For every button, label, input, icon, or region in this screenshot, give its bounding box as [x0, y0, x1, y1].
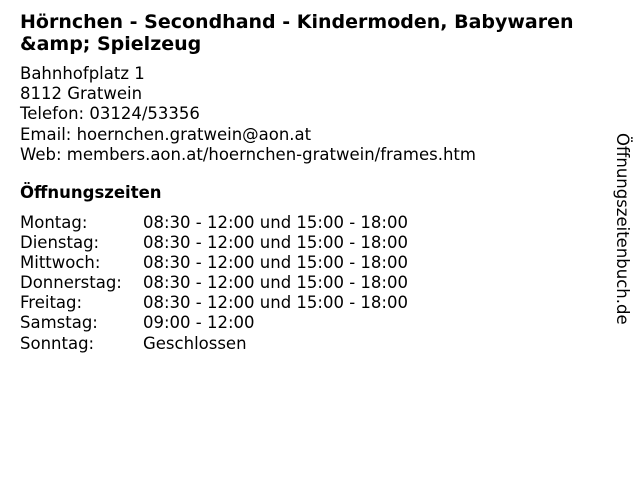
day-hours: 08:30 - 12:00 und 15:00 - 18:00 — [143, 253, 408, 273]
hours-row-saturday — [20, 313, 408, 333]
hours-row-wednesday — [20, 253, 408, 273]
phone-number: Telefon: 03124/53356 — [20, 104, 200, 124]
email-address: Email: hoernchen.gratwein@aon.at — [20, 124, 312, 144]
day-hours: 08:30 - 12:00 und 15:00 - 18:00 — [143, 213, 408, 232]
contact-info — [20, 64, 476, 165]
day-hours: 09:00 - 12:00 — [143, 313, 255, 333]
opening-hours-heading: Öffnungszeiten — [20, 183, 162, 202]
day-hours: 08:30 - 12:00 und 15:00 - 18:00 — [143, 293, 408, 313]
day-label: Samstag: — [20, 313, 98, 333]
day-label: Montag: — [20, 213, 88, 232]
day-label: Donnerstag: — [20, 273, 122, 293]
day-hours: 08:30 - 12:00 und 15:00 - 18:00 — [143, 233, 408, 253]
day-hours: 08:30 - 12:00 und 15:00 - 18:00 — [143, 273, 408, 293]
hours-row-thursday — [20, 273, 408, 293]
hours-row-monday — [20, 213, 408, 233]
opening-hours-table — [20, 213, 408, 354]
day-label: Dienstag: — [20, 233, 100, 253]
day-label: Mittwoch: — [20, 253, 101, 273]
day-label: Sonntag: — [20, 333, 95, 353]
website-url: Web: members.aon.at/hoernchen-gratwein/frames.htm — [20, 144, 476, 164]
street-address: Bahnhofplatz 1 — [20, 64, 145, 83]
site-watermark-label: Öffnungszeitenbuch.de — [613, 133, 632, 325]
hours-row-sunday — [20, 334, 408, 354]
day-hours: Geschlossen — [143, 333, 247, 353]
business-name: Hörnchen - Secondhand - Kindermoden, Babywaren &amp; Spielzeug — [20, 11, 574, 55]
hours-row-friday — [20, 293, 408, 313]
hours-row-tuesday — [20, 233, 408, 253]
postal-city: 8112 Gratwein — [20, 84, 143, 104]
day-label: Freitag: — [20, 293, 83, 313]
